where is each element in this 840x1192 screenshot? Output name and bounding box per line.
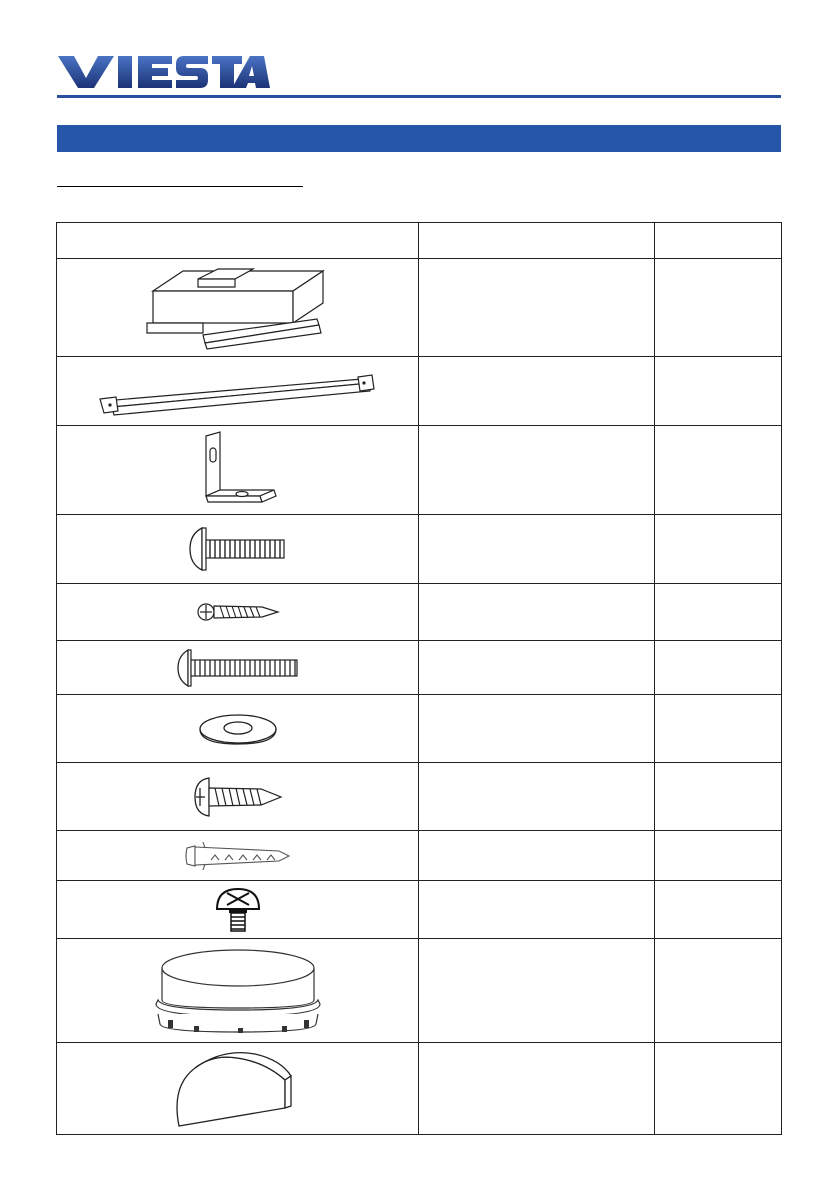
long-bolt-icon xyxy=(176,648,300,688)
part-qty-cell xyxy=(655,939,782,1043)
part-qty-cell xyxy=(655,831,782,881)
table-row xyxy=(57,641,782,695)
part-name-cell xyxy=(419,584,655,641)
small-wood-screw-icon xyxy=(196,595,280,629)
section-title-bar xyxy=(57,125,781,152)
header-rule xyxy=(57,95,781,98)
part-qty-cell xyxy=(655,426,782,515)
part-name-cell xyxy=(419,939,655,1043)
part-name-cell xyxy=(419,426,655,515)
parts-table xyxy=(56,222,782,1135)
part-qty-cell xyxy=(655,259,782,357)
subheading-underline xyxy=(57,186,303,187)
part-name-cell xyxy=(419,1043,655,1135)
duct-adapter-icon xyxy=(148,944,328,1038)
table-row xyxy=(57,259,782,357)
table-row xyxy=(57,763,782,831)
table-row xyxy=(57,357,782,426)
part-name-cell xyxy=(419,881,655,939)
l-bracket-icon xyxy=(198,430,278,510)
table-row xyxy=(57,831,782,881)
part-name-cell xyxy=(419,357,655,426)
table-row xyxy=(57,1043,782,1135)
part-qty-cell xyxy=(655,763,782,831)
part-qty-cell xyxy=(655,881,782,939)
flat-washer-icon xyxy=(196,711,280,747)
half-round-cover-icon xyxy=(173,1046,303,1132)
mounting-rail-icon xyxy=(98,365,378,417)
table-row xyxy=(57,939,782,1043)
part-qty-cell xyxy=(655,641,782,695)
wood-screw-icon xyxy=(193,774,283,820)
column-header-name xyxy=(419,223,655,259)
part-qty-cell xyxy=(655,357,782,426)
part-name-cell xyxy=(419,515,655,584)
range-hood-unit-icon xyxy=(143,263,333,353)
table-row xyxy=(57,515,782,584)
column-header-qty xyxy=(655,223,782,259)
part-qty-cell xyxy=(655,1043,782,1135)
part-qty-cell xyxy=(655,515,782,584)
part-qty-cell xyxy=(655,695,782,763)
column-header-part xyxy=(57,223,419,259)
machine-screw-icon xyxy=(188,524,288,574)
table-header-row xyxy=(57,223,782,259)
table-row xyxy=(57,695,782,763)
wall-anchor-icon xyxy=(183,838,293,874)
table-row xyxy=(57,881,782,939)
table-row xyxy=(57,584,782,641)
part-name-cell xyxy=(419,259,655,357)
part-name-cell xyxy=(419,641,655,695)
part-name-cell xyxy=(419,831,655,881)
truss-head-screw-icon xyxy=(215,885,261,935)
brand-logo xyxy=(56,50,270,92)
part-name-cell xyxy=(419,763,655,831)
table-row xyxy=(57,426,782,515)
part-qty-cell xyxy=(655,584,782,641)
part-name-cell xyxy=(419,695,655,763)
